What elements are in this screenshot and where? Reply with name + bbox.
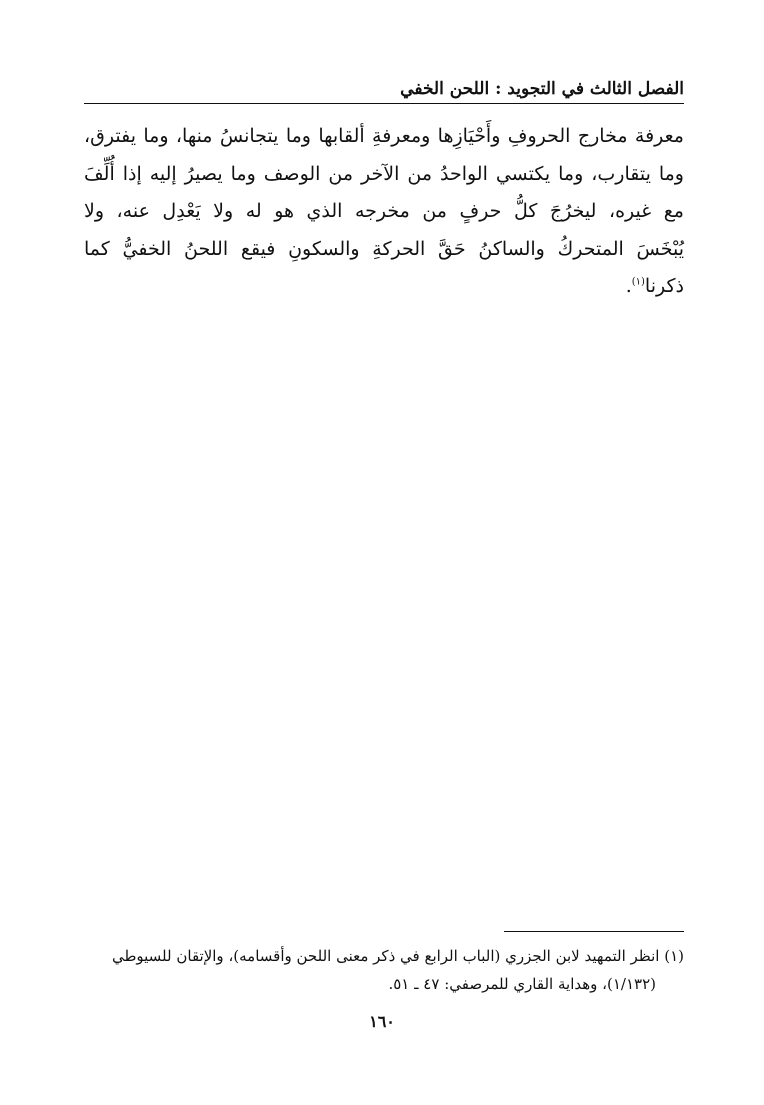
body-line: يُبْخَسَ المتحركُ والساكنُ حَقَّ الحركةِ والسكونِ فيقع اللحنُ الخفيُّ كما <box>84 237 684 260</box>
body-last-text: ذكرنا <box>644 275 684 297</box>
footnote-rule <box>504 931 684 932</box>
body-last-period: . <box>625 275 632 297</box>
body-line: معرفة مخارج الحروفِ وأَحْيَازِها ومعرفةِ ألقابها وما يتجانسُ منها، وما يفترق، <box>84 125 684 147</box>
footnote-line: (١) انظر التمهيد لابن الجزري (الباب الرابع في ذكر معنى اللحن وأقسامه)، والإتقان للسيوطي <box>111 947 684 965</box>
running-header: الفصل الثالث في التجويد : اللحن الخفي <box>400 79 684 99</box>
page-number: ١٦٠ <box>369 1012 395 1031</box>
footnote-line: (١/١٣٢)، وهداية القاري للمرصفي: ٤٧ ـ ٥١. <box>388 975 656 993</box>
body-line-last <box>84 268 684 306</box>
header-rule <box>84 103 684 104</box>
body-line: مع غيره، ليخرُجَ كلُّ حرفٍ من مخرجه الذي هو له ولا يَعْدِل عنه، ولا <box>84 200 684 222</box>
footnotes <box>84 942 684 998</box>
body-text <box>84 118 684 306</box>
body-line: وما يتقارب، وما يكتسي الواحدُ من الآخر من الوصف وما يصيرُ إليه إذا أُلِّفَ <box>84 162 684 185</box>
footnote-reference[interactable]: (١) <box>631 276 645 288</box>
